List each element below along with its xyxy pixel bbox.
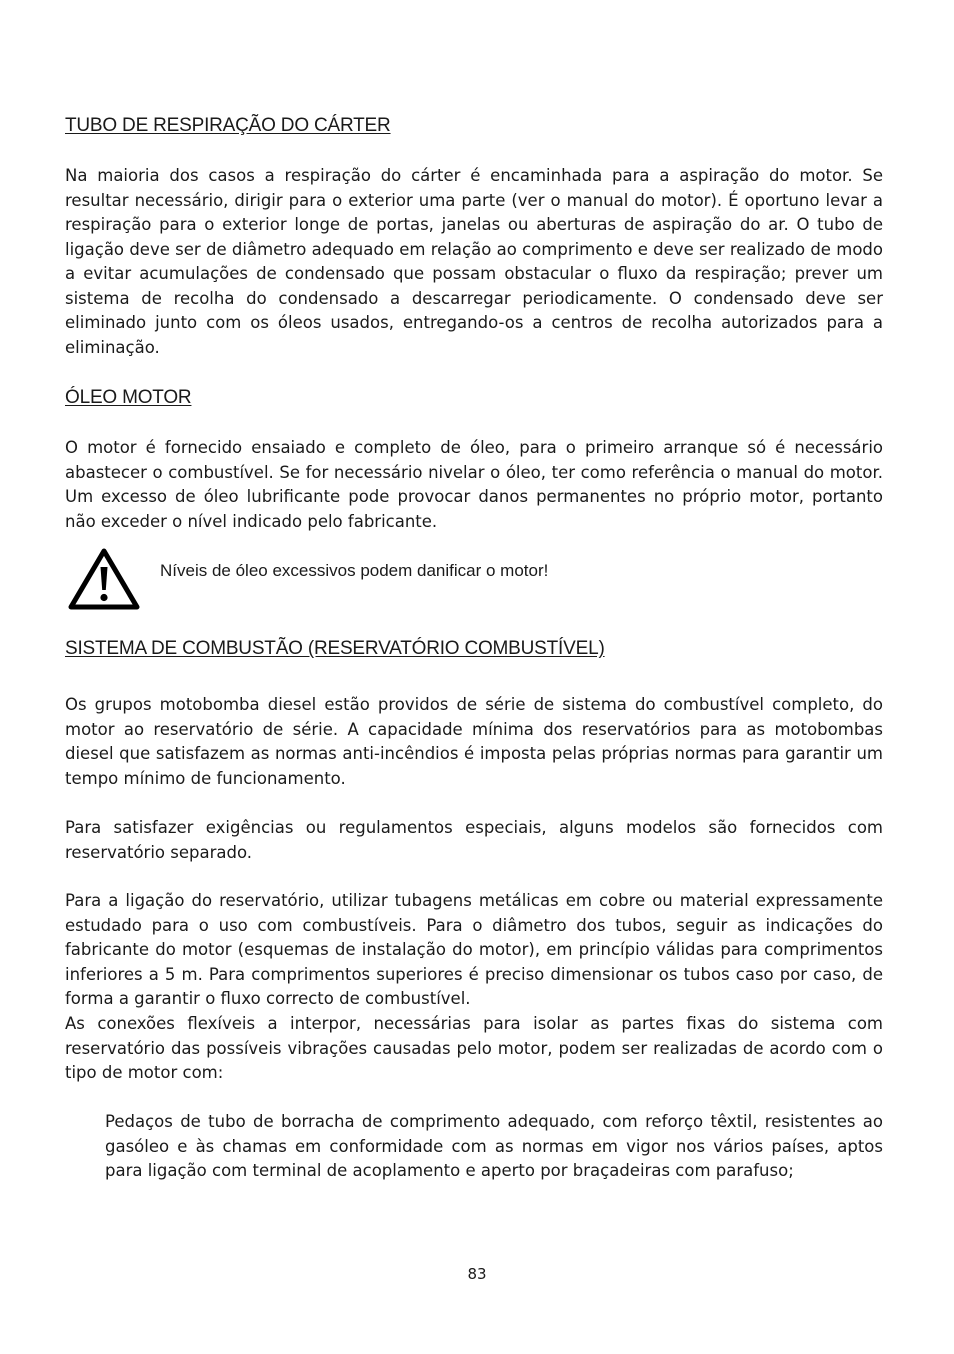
oil-warning-text: Níveis de óleo excessivos podem danificar o motor! [160, 561, 549, 580]
section-title-crankcase: TUBO DE RESPIRAÇÃO DO CÁRTER [65, 115, 391, 136]
warning-triangle-icon [68, 548, 140, 610]
crankcase-paragraph: Na maioria dos casos a respiração do cárter é encaminhada para a aspiração do motor. Se resultar necessário, dirigir para o exterior uma parte (ver o manual do motor). É oportuno levar a respiração para o exterior longe de portas, janelas ou aberturas de aspiração do ar. O tubo de ligação deve ser de diâmetro adequado em relação ao comprimento e deve ser realizado de modo a evitar acumulações de condensado que possam obstacular o fluxo da respiração; prever um sistema de recolha do condensado a descarregar periodicamente. O condensado deve ser eliminado junto com os óleos usados, entregando-os a centros de recolha autorizados para a eliminação. [65, 166, 883, 357]
section-title-oil: ÓLEO MOTOR [65, 387, 192, 408]
fuel-paragraph-2: Para satisfazer exigências ou regulamentos especiais, alguns modelos são fornecidos com reservatório separado. [65, 818, 883, 862]
fuel-paragraph-3: Para a ligação do reservatório, utilizar tubagens metálicas em cobre ou material expressamente estudado para o uso com combustíveis. Para o diâmetro dos tubos, seguir as indicações do fabricante do motor (esquemas de instalação do motor), em princípio válidas para comprimentos inferiores a 5 m. Para comprimentos superiores é preciso dimensionar os tubos caso por caso, de forma a garantir o fluxo correcto de combustível. [65, 891, 883, 1008]
section-title-fuel: SISTEMA DE COMBUSTÃO (RESERVATÓRIO COMBUSTÍVEL) [65, 638, 605, 659]
oil-paragraph: O motor é fornecido ensaiado e completo de óleo, para o primeiro arranque só é necessário abastecer o combustível. Se for necessário nivelar o óleo, ter como referência o manual do motor. Um excesso de óleo lubrificante pode provocar danos permanentes no próprio motor, portanto não exceder o nível indicado pelo fabricante. [65, 438, 883, 531]
fuel-paragraph-1: Os grupos motobomba diesel estão providos de série de sistema do combustível completo, do motor ao reservatório de série. A capacidade mínima dos reservatórios para as motobombas diesel que satisfazem as normas anti-incêndios é imposta pelas próprias normas para garantir um tempo mínimo de funcionamento. [65, 695, 883, 788]
page-number: 83 [467, 1265, 487, 1283]
fuel-indented-paragraph: Pedaços de tubo de borracha de comprimento adequado, com reforço têxtil, resistentes ao gasóleo e às chamas em conformidade com as normas em vigor nos vários países, aptos para ligação com terminal de acoplamento e aperto por braçadeiras com parafuso; [105, 1112, 883, 1180]
fuel-paragraph-4: As conexões flexíveis a interpor, necessárias para isolar as partes fixas do sistema com reservatório das possíveis vibrações causadas pelo motor, podem ser realizadas de acordo com o tipo de motor com: [65, 1014, 883, 1082]
